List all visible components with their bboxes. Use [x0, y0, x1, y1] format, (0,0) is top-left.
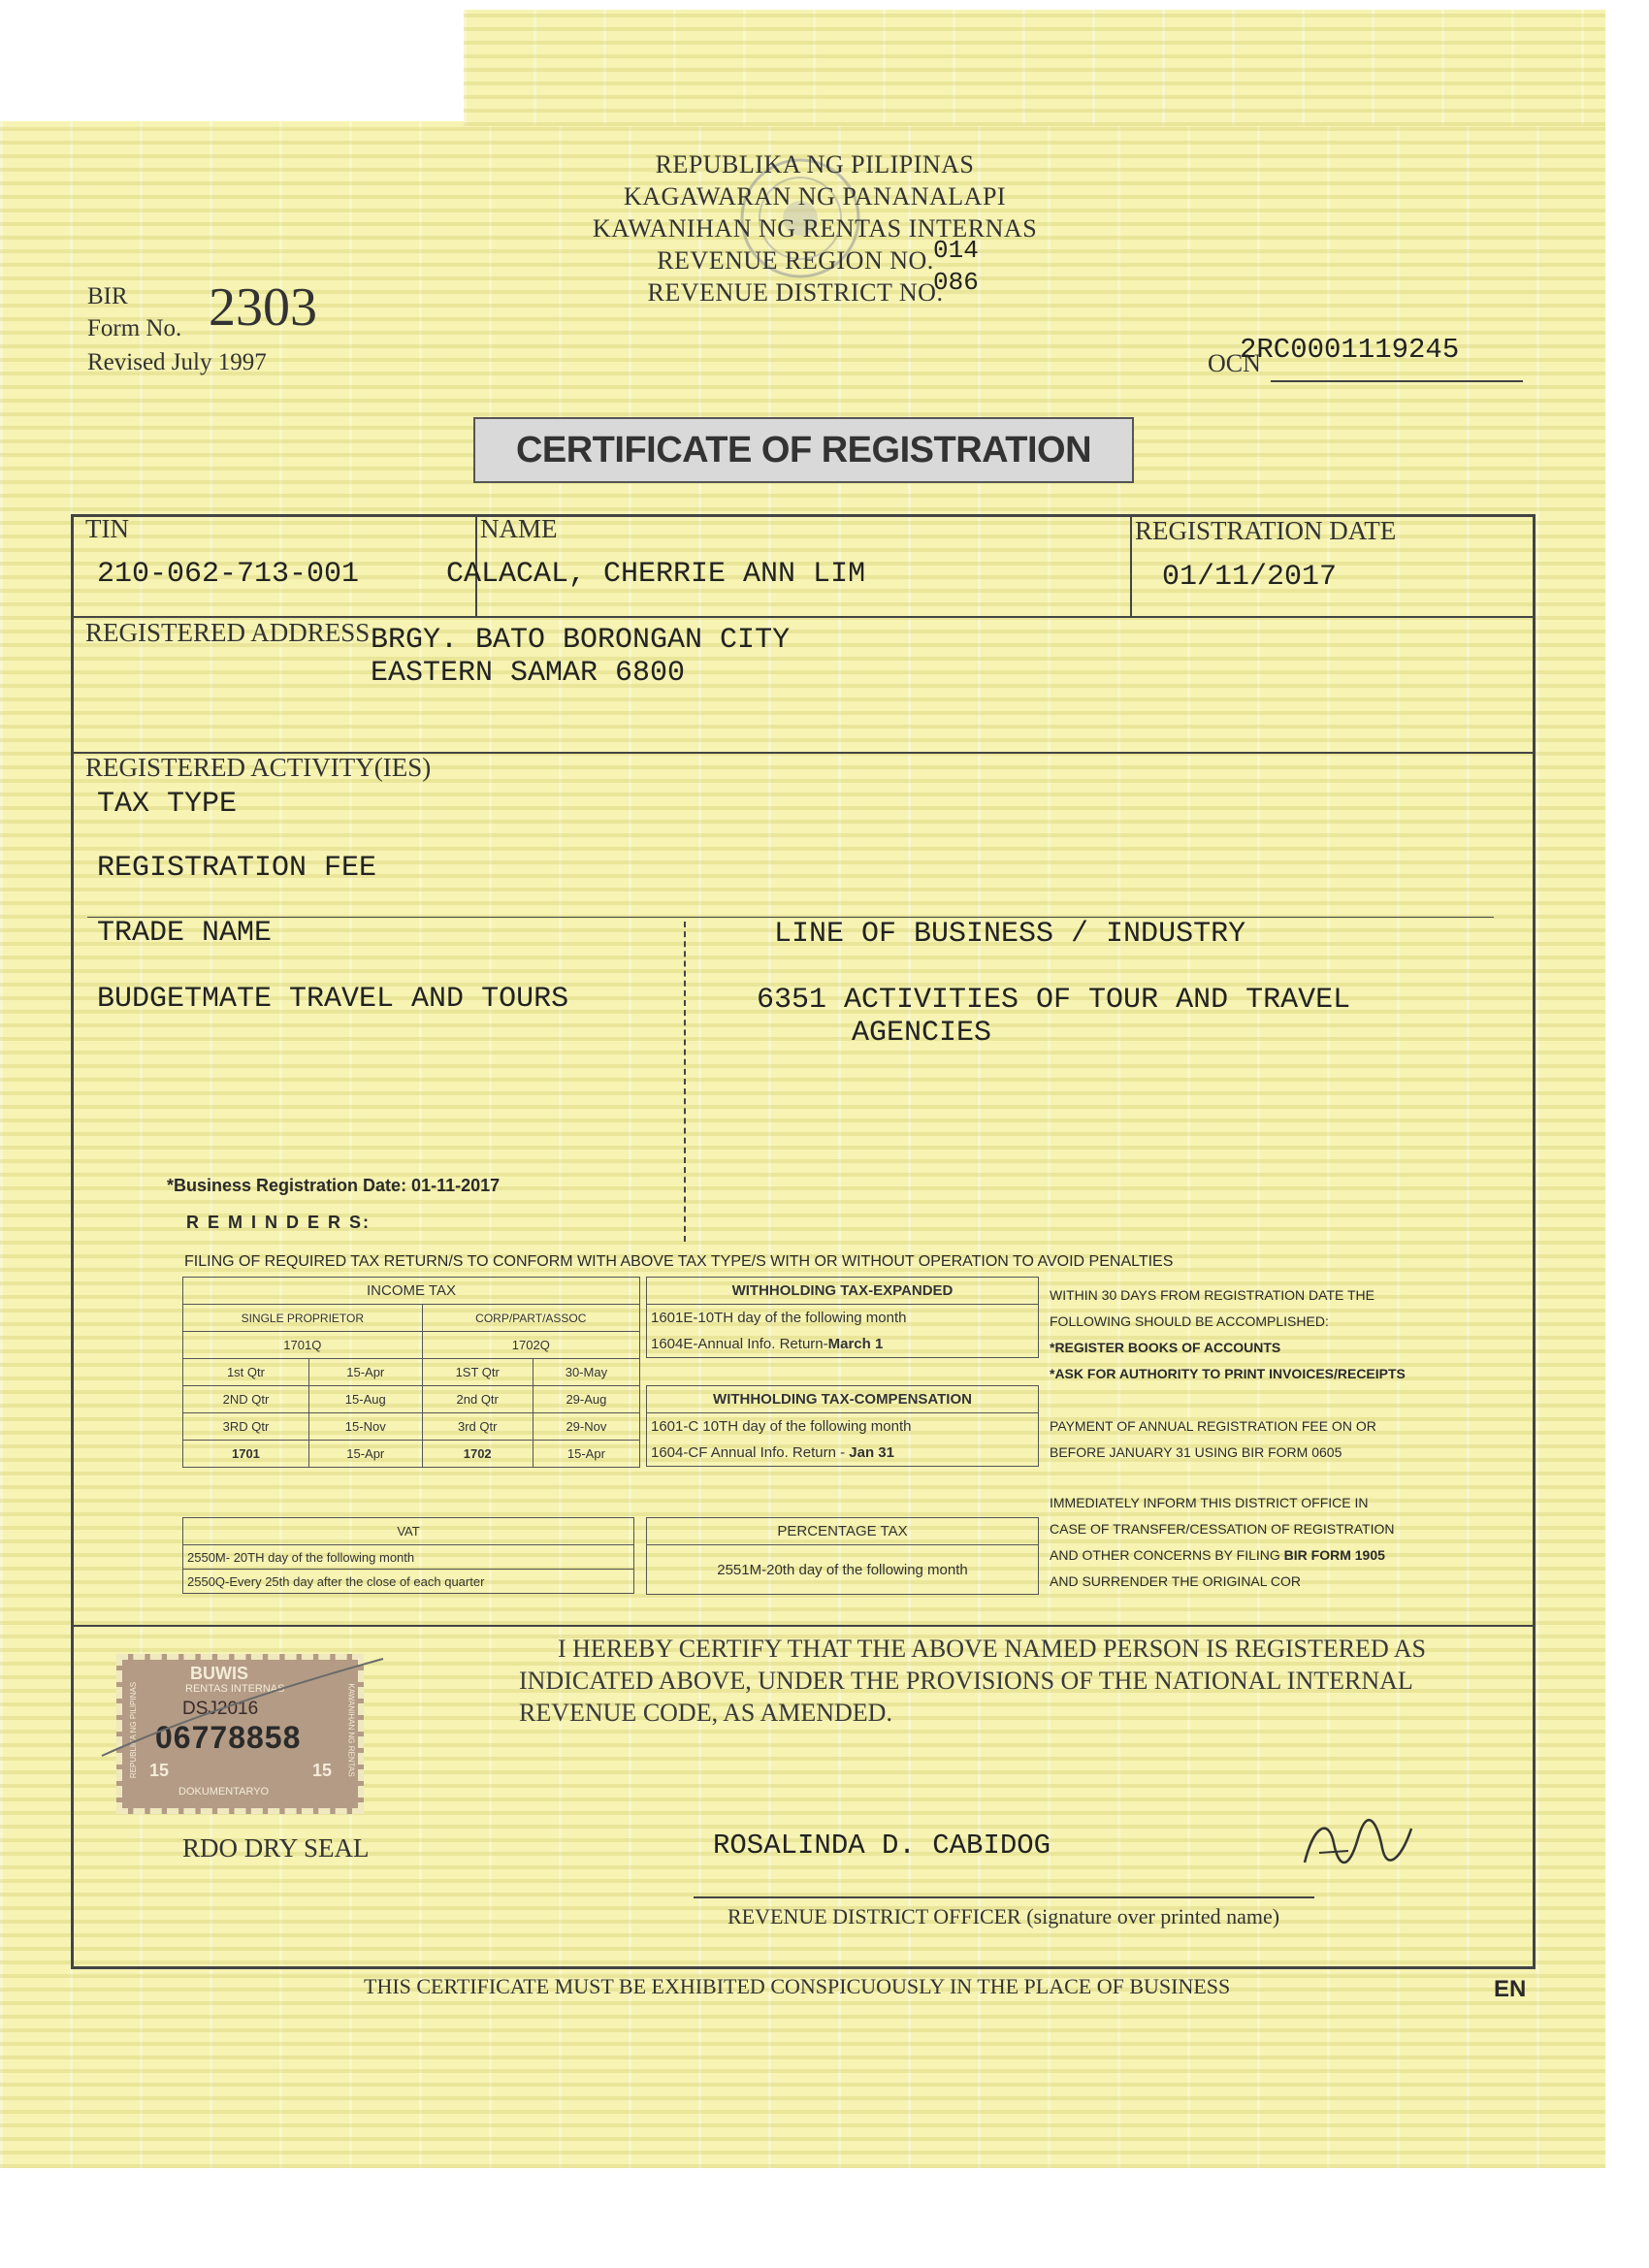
vat-line-1: 2550M- 20TH day of the following month	[183, 1545, 634, 1570]
form-number: 2303	[209, 277, 317, 338]
address-label: REGISTERED ADDRESS	[85, 618, 371, 647]
activities-label: REGISTERED ACTIVITY(IES)	[85, 753, 432, 782]
stamp-denomination-right: 15	[312, 1761, 333, 1780]
stamp-left-side: REPUBLIKA NG PILIPINAS	[129, 1681, 139, 1779]
withholding-compensation-table	[646, 1385, 1039, 1467]
table-cell: 30-May	[533, 1359, 639, 1386]
vat-title: VAT	[183, 1518, 634, 1545]
withholding-compensation-line-2	[647, 1440, 1039, 1467]
registration-date-value: 01/11/2017	[1162, 561, 1338, 594]
line-of-business-label: LINE OF BUSINESS / INDUSTRY	[774, 918, 1246, 951]
vat-line-2: 2550Q-Every 25th day after the close of each quarter	[183, 1570, 634, 1594]
note-line: BEFORE JANUARY 31 USING BIR FORM 0605	[1050, 1444, 1342, 1460]
note-line-part: AND OTHER CONCERNS BY FILING	[1050, 1547, 1284, 1563]
tin-value: 210-062-713-001	[97, 558, 360, 591]
stamp-right-side: KAWANIHAN NG RENTAS	[346, 1683, 356, 1777]
note-line	[1050, 1542, 1406, 1569]
single-proprietor-header: SINGLE PROPRIETOR	[183, 1305, 423, 1332]
income-tax-table	[182, 1277, 640, 1468]
divider-name-date	[1130, 514, 1132, 618]
certification-line-1: I HEREBY CERTIFY THAT THE ABOVE NAMED PERSON IS REGISTERED AS	[558, 1635, 1427, 1663]
withholding-expanded-deadline: March 1	[827, 1336, 884, 1352]
line-of-business-value: 6351 ACTIVITIES OF TOUR AND TRAVEL	[757, 984, 1351, 1017]
title-box	[473, 417, 1134, 483]
header-district: REVENUE DISTRICT NO.	[647, 278, 944, 307]
header-bureau: KAWANIHAN NG RENTAS INTERNAS	[592, 214, 1038, 243]
footer-notice: THIS CERTIFICATE MUST BE EXHIBITED CONSPICUOUSLY IN THE PLACE OF BUSINESS	[364, 1974, 1231, 1998]
table-row	[183, 1413, 640, 1441]
note-line: CASE OF TRANSFER/CESSATION OF REGISTRATION	[1050, 1521, 1395, 1537]
stamp-sub: RENTAS INTERNAS	[185, 1683, 285, 1695]
table-cell: 29-Nov	[533, 1413, 639, 1441]
ocn-label: OCN	[1208, 349, 1261, 377]
rdo-dry-seal-label: RDO DRY SEAL	[182, 1833, 370, 1863]
revised-date: Revised July 1997	[87, 349, 267, 375]
note-line: AND SURRENDER THE ORIGINAL COR	[1050, 1573, 1302, 1589]
officer-name: ROSALINDA D. CABIDOG	[713, 1830, 1051, 1862]
table-cell: 15-Aug	[308, 1386, 422, 1413]
address-line-2: EASTERN SAMAR 6800	[371, 657, 686, 690]
stamp-top: BUWIS	[190, 1664, 248, 1683]
stamp-cancellation-mark-icon	[92, 1649, 403, 1766]
stamp-code: DSJ2016	[182, 1699, 259, 1719]
table-row	[183, 1441, 640, 1468]
right-notes	[1050, 1282, 1406, 1595]
ocn-underline	[1271, 380, 1523, 382]
security-paper-top-strip	[464, 10, 1605, 126]
withholding-expanded-line-1: 1601E-10TH day of the following month	[647, 1305, 1039, 1332]
percentage-tax-title: PERCENTAGE TAX	[647, 1518, 1039, 1545]
withholding-expanded-title: WITHHOLDING TAX-EXPANDED	[647, 1278, 1039, 1305]
form-no-label: Form No.	[87, 315, 182, 341]
district-number: 086	[933, 268, 979, 297]
certification-line-3: REVENUE CODE, AS AMENDED.	[519, 1699, 892, 1727]
percentage-tax-line-1: 2551M-20th day of the following month	[647, 1545, 1039, 1595]
business-registration-date: *Business Registration Date: 01-11-2017	[167, 1176, 501, 1195]
note-line: *ASK FOR AUTHORITY TO PRINT INVOICES/RECEIPTS	[1050, 1366, 1406, 1381]
stamp-denomination-left: 15	[149, 1761, 170, 1780]
single-form: 1701Q	[183, 1332, 423, 1359]
percentage-tax-table	[646, 1517, 1039, 1595]
stamp-number: 06778858	[155, 1720, 302, 1755]
trade-name-value: BUDGETMATE TRAVEL AND TOURS	[97, 983, 569, 1016]
note-line: FOLLOWING SHOULD BE ACCOMPLISHED:	[1050, 1313, 1329, 1329]
vat-table	[182, 1517, 634, 1594]
withholding-compensation-line-1: 1601-C 10TH day of the following month	[647, 1413, 1039, 1441]
region-number: 014	[933, 236, 979, 265]
withholding-compensation-line-2a: 1604-CF Annual Info. Return -	[651, 1444, 850, 1461]
note-line: IMMEDIATELY INFORM THIS DISTRICT OFFICE IN	[1050, 1495, 1369, 1510]
address-line-1: BRGY. BATO BORONGAN CITY	[371, 624, 791, 657]
line-of-business-value-2: AGENCIES	[852, 1017, 992, 1050]
note-line: PAYMENT OF ANNUAL REGISTRATION FEE ON OR	[1050, 1418, 1376, 1434]
table-cell: 15-Apr	[308, 1359, 422, 1386]
note-line-form: BIR FORM 1905	[1283, 1547, 1385, 1563]
table-cell: 1ST Qtr	[422, 1359, 533, 1386]
taxpayer-name: CALACAL, CHERRIE ANN LIM	[446, 558, 866, 591]
divider-trade-lob	[684, 922, 686, 1242]
table-cell: 3RD Qtr	[183, 1413, 309, 1441]
name-label: NAME	[480, 514, 558, 543]
table-cell: 1st Qtr	[183, 1359, 309, 1386]
filing-reminder: FILING OF REQUIRED TAX RETURN/S TO CONFORM WITH ABOVE TAX TYPE/S WITH OR WITHOUT OPERATION TO AVOID PENALTIES	[184, 1253, 1174, 1270]
table-cell: 2ND Qtr	[183, 1386, 309, 1413]
reminders-title: R E M I N D E R S:	[186, 1213, 372, 1232]
signature-line	[694, 1896, 1314, 1898]
signature-icon	[1290, 1804, 1426, 1882]
withholding-expanded-table	[646, 1277, 1039, 1358]
table-cell: 29-Aug	[533, 1386, 639, 1413]
document-title: CERTIFICATE OF REGISTRATION	[515, 429, 1092, 470]
registration-fee-label: REGISTRATION FEE	[97, 852, 377, 885]
table-cell: 3rd Qtr	[422, 1413, 533, 1441]
table-row	[183, 1359, 640, 1386]
table-cell: 15-Apr	[308, 1441, 422, 1468]
divider-certification	[71, 1625, 1536, 1627]
stamp-bottom: DOKUMENTARYO	[178, 1786, 270, 1798]
certification-line-2: INDICATED ABOVE, UNDER THE PROVISIONS OF THE NATIONAL INTERNAL	[519, 1667, 1413, 1695]
header-republic: REPUBLIKA NG PILIPINAS	[655, 150, 975, 178]
withholding-expanded-line-2a: 1604E-Annual Info. Return-	[651, 1336, 828, 1352]
registration-date-label: REGISTRATION DATE	[1135, 516, 1397, 545]
ocn-value: 2RC0001119245	[1240, 334, 1460, 366]
trade-name-label: TRADE NAME	[97, 917, 273, 950]
header-region: REVENUE REGION NO.	[657, 246, 934, 275]
table-cell: 1701	[183, 1441, 309, 1468]
officer-title: REVENUE DISTRICT OFFICER (signature over printed name)	[728, 1904, 1280, 1928]
footer-code: EN	[1494, 1976, 1527, 2002]
table-cell: 2nd Qtr	[422, 1386, 533, 1413]
income-tax-title: INCOME TAX	[183, 1278, 640, 1305]
table-cell: 15-Nov	[308, 1413, 422, 1441]
corp-form: 1702Q	[422, 1332, 639, 1359]
tax-type-label: TAX TYPE	[97, 788, 238, 821]
note-line: *REGISTER BOOKS OF ACCOUNTS	[1050, 1340, 1281, 1355]
table-cell: 1702	[422, 1441, 533, 1468]
withholding-compensation-title: WITHHOLDING TAX-COMPENSATION	[647, 1386, 1039, 1413]
corp-header: CORP/PART/ASSOC	[422, 1305, 639, 1332]
note-line: WITHIN 30 DAYS FROM REGISTRATION DATE THE	[1050, 1287, 1374, 1303]
certification-text	[519, 1633, 1426, 1729]
bir-label: BIR	[87, 283, 128, 309]
header-department: KAGAWARAN NG PANANALAPI	[623, 182, 1007, 211]
withholding-expanded-line-2	[647, 1331, 1039, 1358]
tin-label: TIN	[85, 514, 129, 543]
withholding-compensation-deadline: Jan 31	[849, 1444, 894, 1461]
table-cell: 15-Apr	[533, 1441, 639, 1468]
table-row	[183, 1386, 640, 1413]
